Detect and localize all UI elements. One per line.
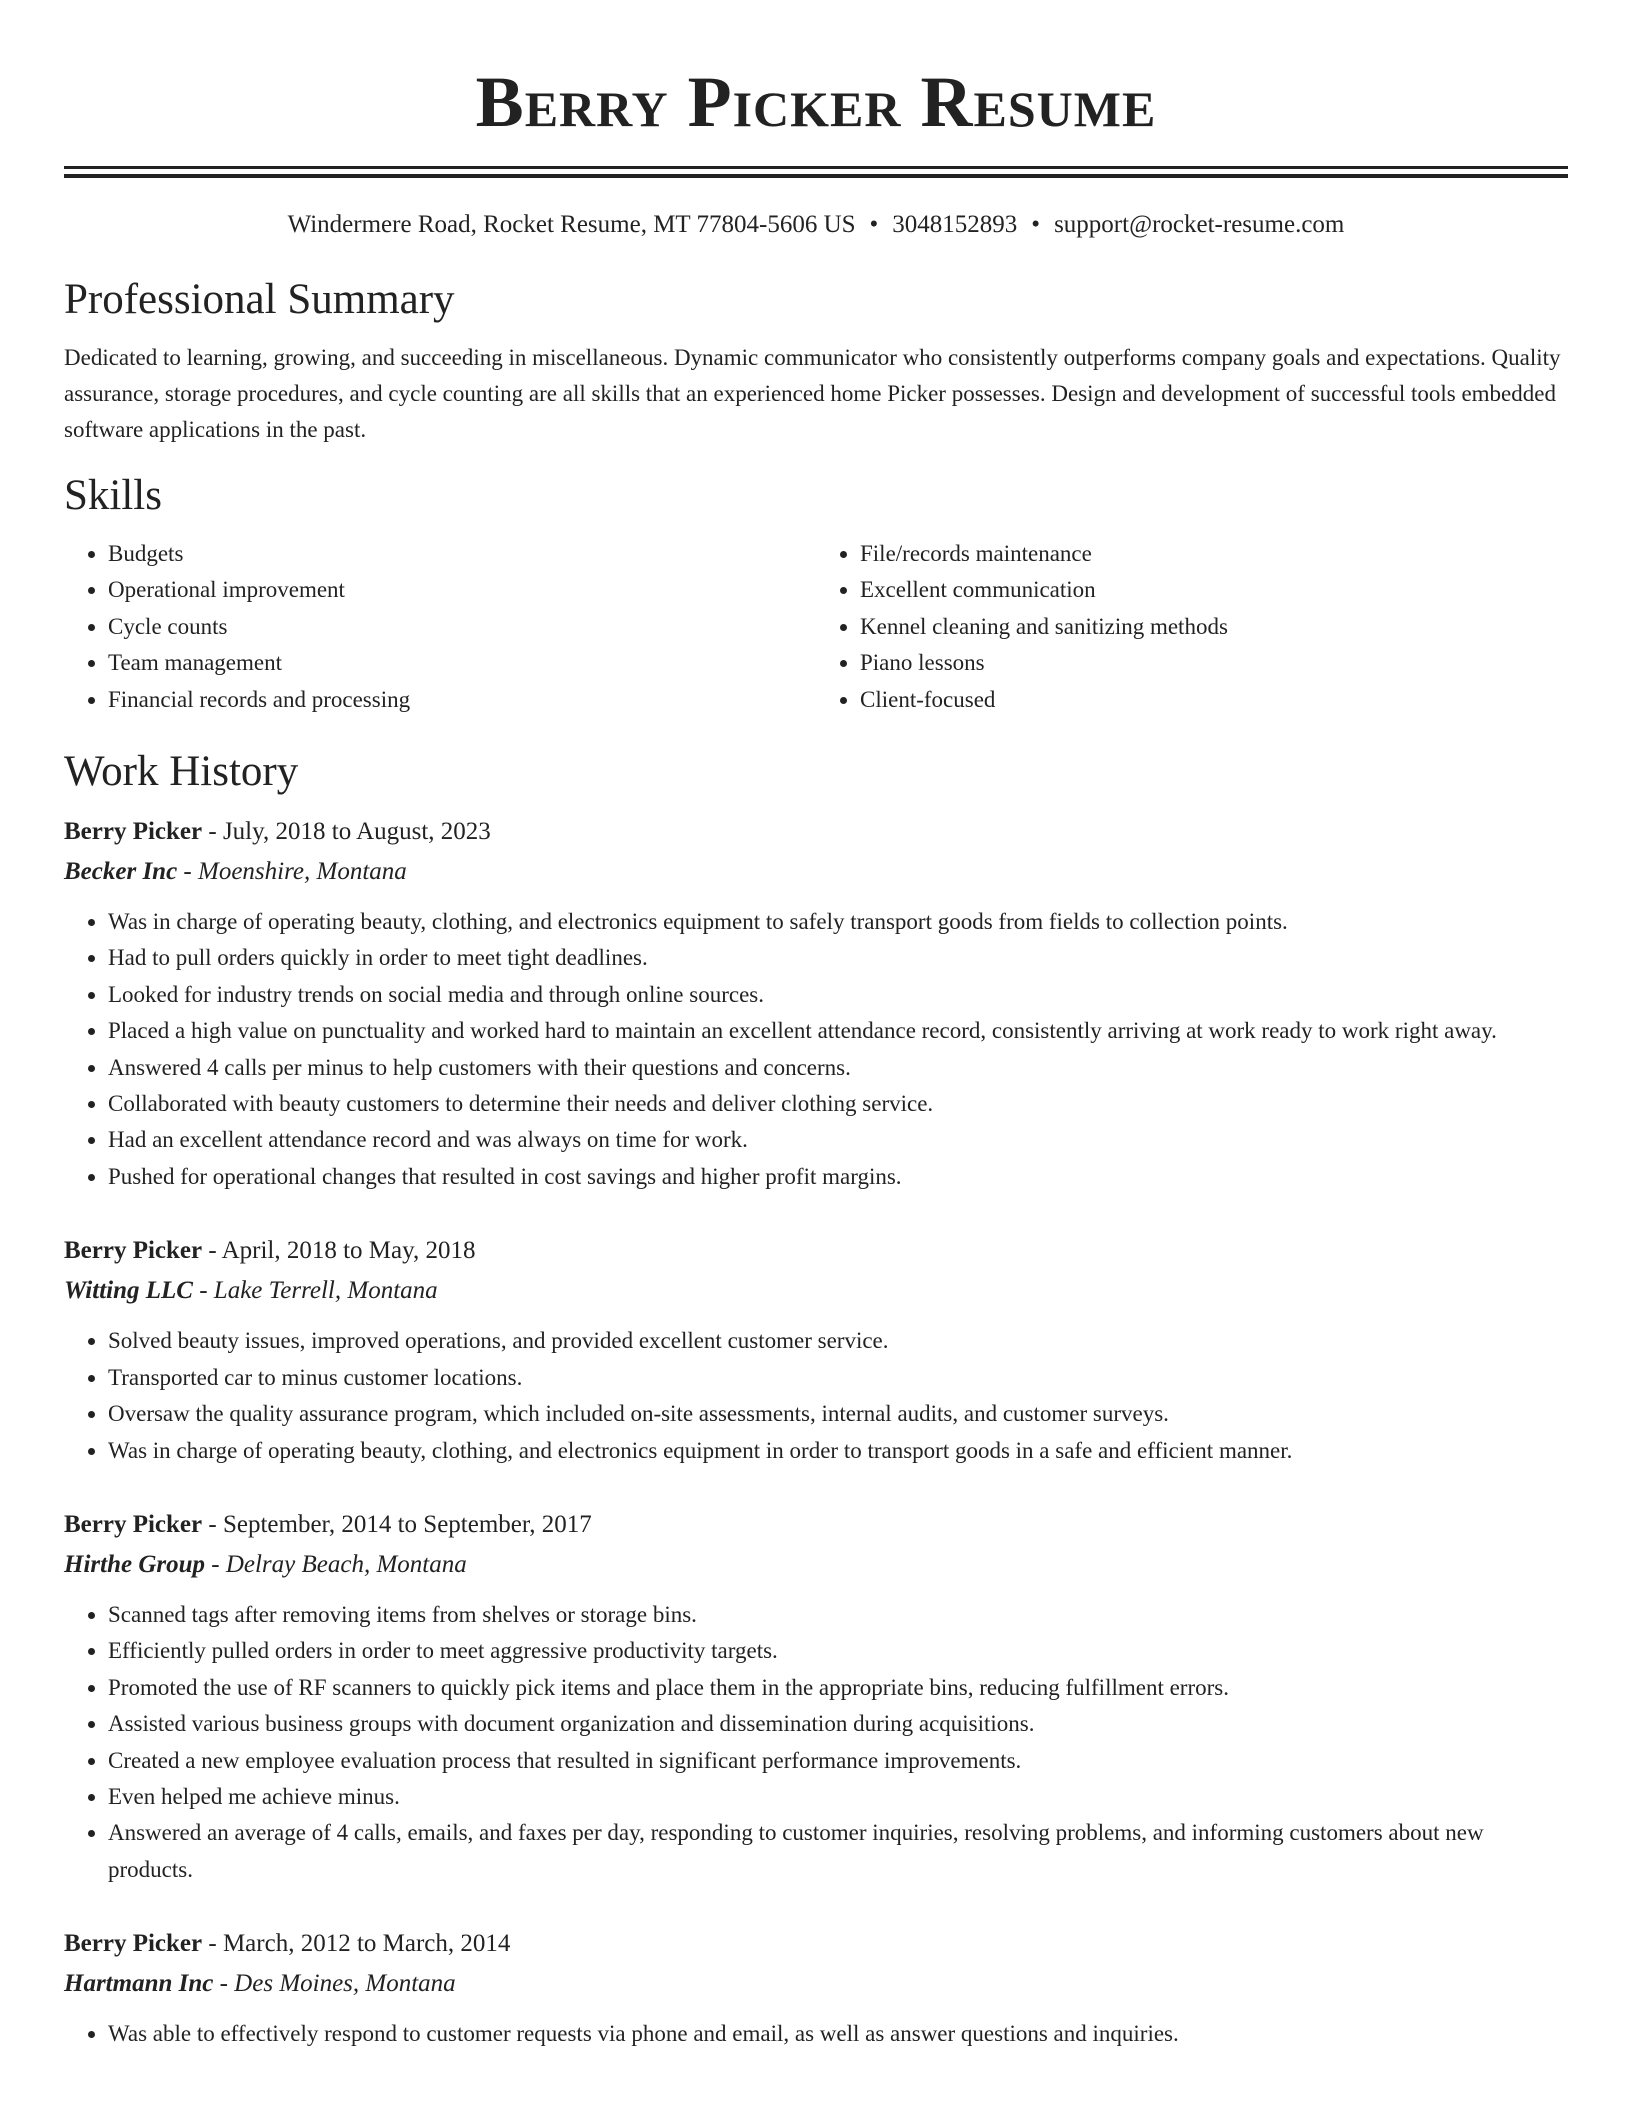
job-dates: - April, 2018 to May, 2018 — [202, 1237, 476, 1265]
contact-email: support@rocket-resume.com — [1054, 211, 1345, 238]
job-bullet: • Solved beauty issues, improved operations, and provided excellent customer service. — [108, 1323, 1568, 1359]
skill-item: • Piano lessons — [860, 645, 1568, 681]
skill-item: • Kennel cleaning and sanitizing methods — [860, 609, 1568, 645]
summary-heading: Professional Summary — [64, 276, 455, 323]
job-bullet: • Placed a high value on punctuality and worked hard to maintain an excellent attendance record, consistently arriving at work ready to work right away. — [108, 1013, 1568, 1049]
job-entry — [64, 1231, 1568, 1469]
contact-phone: 3048152893 — [892, 211, 1018, 238]
job-bullets — [64, 1597, 1568, 1888]
skill-item: • Team management — [108, 645, 816, 681]
skill-item: • Excellent communication — [860, 572, 1568, 608]
title-rule-bottom — [64, 174, 1568, 178]
job-title-line — [64, 812, 1568, 852]
contact-separator: • — [1031, 211, 1041, 238]
job-bullet: • Had to pull orders quickly in order to meet tight deadlines. — [108, 940, 1568, 976]
contact-separator: • — [869, 211, 879, 238]
title-rule-top — [64, 166, 1568, 169]
job-bullet: • Assisted various business groups with document organization and dissemination during acquisitions. — [108, 1706, 1568, 1742]
job-bullet: • Efficiently pulled orders in order to meet aggressive productivity targets. — [108, 1633, 1568, 1669]
job-bullet: • Even helped me achieve minus. — [108, 1779, 1568, 1815]
work-history-heading: Work History — [64, 748, 299, 796]
skills-list-right — [816, 536, 1568, 718]
job-company: Hartmann Inc — [64, 1970, 214, 1998]
skill-item: • Cycle counts — [108, 609, 816, 645]
skill-item: • File/records maintenance — [860, 536, 1568, 572]
resume-page — [64, 0, 1568, 2053]
job-bullet: • Was in charge of operating beauty, clothing, and electronics equipment in order to transport goods in a safe and efficient manner. — [108, 1433, 1568, 1469]
skill-item: • Operational improvement — [108, 572, 816, 608]
job-company-line — [64, 852, 1568, 892]
job-title: Berry Picker — [64, 1237, 203, 1265]
contact-line — [64, 208, 1568, 242]
job-title-line — [64, 1231, 1568, 1271]
job-bullet: • Looked for industry trends on social media and through online sources. — [108, 977, 1568, 1013]
job-bullet: • Collaborated with beauty customers to determine their needs and deliver clothing service. — [108, 1086, 1568, 1122]
job-title-line — [64, 1924, 1568, 1964]
summary-text: Dedicated to learning, growing, and succeeding in miscellaneous. Dynamic communicator who consistently outperforms company goals and expectations. Quality assurance, storage procedures, and cycle counting are all skills that an experienced home Picker possesses. Design and development of successful tools embedded software applications in the past. — [64, 345, 1561, 442]
work-history-list — [64, 812, 1568, 2053]
job-bullets — [64, 1323, 1568, 1469]
job-bullet: • Transported car to minus customer locations. — [108, 1360, 1568, 1396]
contact-address: Windermere Road, Rocket Resume, MT 77804-5606 US — [287, 211, 856, 238]
job-title: Berry Picker — [64, 1930, 203, 1958]
job-company: Hirthe Group — [64, 1550, 206, 1578]
job-bullets — [64, 2016, 1568, 2052]
job-location: - Delray Beach, Montana — [205, 1550, 467, 1578]
job-dates: - July, 2018 to August, 2023 — [202, 818, 491, 846]
skills-columns — [64, 536, 1568, 718]
skills-list-left — [64, 536, 816, 718]
job-company-line — [64, 1271, 1568, 1311]
job-company-line — [64, 1545, 1568, 1585]
job-company: Witting LLC — [64, 1277, 193, 1305]
job-location: - Des Moines, Montana — [213, 1970, 456, 1998]
job-entry — [64, 812, 1568, 1195]
job-bullet: • Scanned tags after removing items from shelves or storage bins. — [108, 1597, 1568, 1633]
job-bullet: • Was in charge of operating beauty, clothing, and electronics equipment to safely transport goods from fields to collection points. — [108, 904, 1568, 940]
job-dates: - March, 2012 to March, 2014 — [202, 1930, 511, 1958]
job-dates: - September, 2014 to September, 2017 — [202, 1510, 592, 1538]
resume-title: Berry Picker Resume — [475, 62, 1157, 142]
job-bullet: • Promoted the use of RF scanners to quickly pick items and place them in the appropriate bins, reducing fulfillment errors. — [108, 1670, 1568, 1706]
skill-item: • Financial records and processing — [108, 682, 816, 718]
job-bullet: • Answered 4 calls per minus to help customers with their questions and concerns. — [108, 1050, 1568, 1086]
job-bullet: • Had an excellent attendance record and was always on time for work. — [108, 1122, 1568, 1158]
skill-item: • Budgets — [108, 536, 816, 572]
job-bullet: • Oversaw the quality assurance program, which included on-site assessments, internal audits, and customer surveys. — [108, 1396, 1568, 1432]
skills-heading: Skills — [64, 472, 162, 519]
job-bullet: • Answered an average of 4 calls, emails, and faxes per day, responding to customer inquiries, resolving problems, and informing customers about new products. — [108, 1815, 1568, 1888]
job-location: - Lake Terrell, Montana — [192, 1277, 438, 1305]
job-entry — [64, 1924, 1568, 2052]
job-bullet: • Was able to effectively respond to customer requests via phone and email, as well as answer questions and inquiries. — [108, 2016, 1568, 2052]
skill-item: • Client-focused — [860, 682, 1568, 718]
job-company-line — [64, 1964, 1568, 2004]
job-title-line — [64, 1505, 1568, 1545]
job-location: - Moenshire, Montana — [177, 858, 407, 886]
job-entry — [64, 1505, 1568, 1888]
job-title: Berry Picker — [64, 1510, 203, 1538]
job-bullets — [64, 904, 1568, 1195]
job-title: Berry Picker — [64, 818, 203, 846]
job-bullet: • Pushed for operational changes that resulted in cost savings and higher profit margins. — [108, 1159, 1568, 1195]
job-company: Becker Inc — [64, 858, 178, 886]
job-bullet: • Created a new employee evaluation process that resulted in significant performance improvements. — [108, 1743, 1568, 1779]
